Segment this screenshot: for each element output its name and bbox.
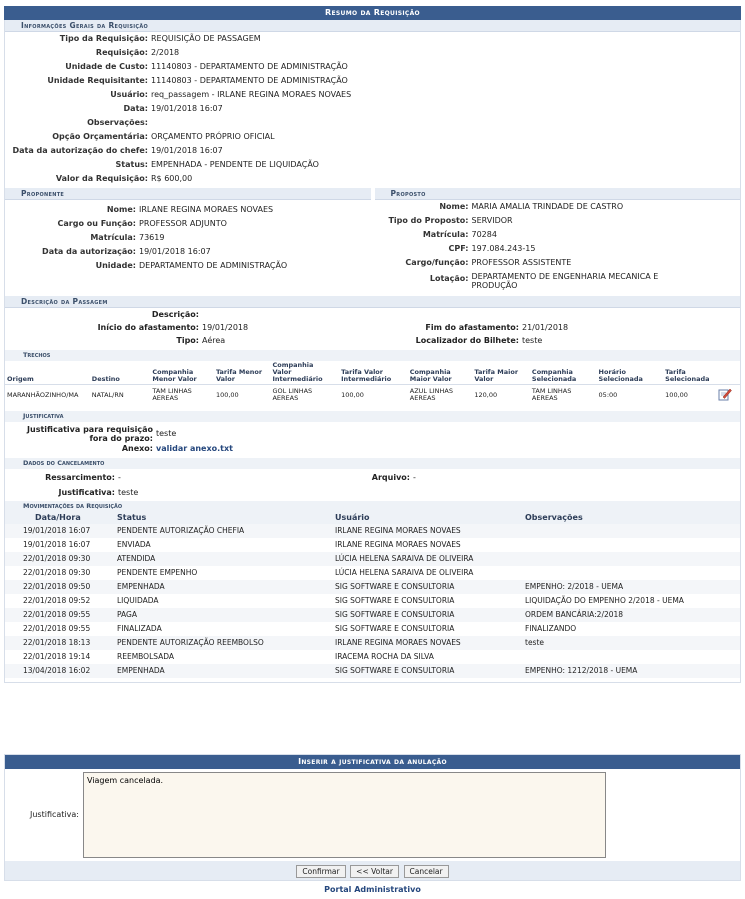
cancel-justificativa-value: teste	[118, 488, 139, 497]
descricao-label: Descrição:	[151, 310, 199, 319]
th-cia-maior-l1: Companhia	[409, 368, 451, 376]
mov-status: EMPENHADA	[113, 580, 331, 594]
mov-status: LIQUIDADA	[117, 596, 159, 605]
mov-status: PENDENTE AUTORIZAÇÃO CHEFIA	[113, 524, 331, 538]
th-tarifa-sel-l2: Selecionada	[665, 375, 710, 383]
info-fields-row	[5, 144, 740, 158]
th-tarifa-maior-l1: Tarifa Maior	[474, 368, 519, 376]
proposto-fields-value: SERVIDOR	[471, 216, 513, 225]
proposto-fields-value-line2: PRODUÇÃO	[471, 281, 518, 290]
proposto-fields-value: PROFESSOR ASSISTENTE	[471, 258, 572, 267]
info-fields-value: 2/2018	[151, 48, 180, 57]
mov-observacoes: teste	[521, 636, 740, 650]
proponente-fields-row	[5, 217, 371, 231]
cancel-button[interactable]: Cancelar	[404, 865, 449, 878]
th-tarifa-inter	[339, 361, 408, 385]
fim-afastamento-label: Fim do afastamento:	[425, 323, 519, 332]
tipo-label: Tipo:	[176, 336, 199, 345]
localizador-value: teste	[522, 336, 543, 345]
mov-observacoes: LIQUIDAÇÃO DO EMPENHO 2/2018 - UEMA	[525, 596, 684, 605]
mov-usuario: SIG SOFTWARE E CONSULTORIA	[331, 580, 521, 594]
info-fields-value: REQUISIÇÃO DE PASSAGEM	[151, 34, 261, 43]
justificativa-label-l2: fora do prazo:	[89, 434, 153, 443]
th-cia-inter-l1: Companhia	[272, 361, 314, 369]
mov-data-hora: 22/01/2018 09:30	[23, 568, 91, 577]
mov-observacoes: FINALIZANDO	[525, 624, 577, 633]
proponente-fields-value: DEPARTAMENTO DE ADMINISTRAÇÃO	[139, 261, 288, 270]
justificativa-form	[4, 754, 741, 881]
mov-observacoes	[521, 552, 740, 566]
info-fields-row	[5, 158, 740, 172]
th-horario	[597, 361, 664, 385]
mov-status: EMPENHADA	[113, 664, 331, 678]
mov-data-hora: 22/01/2018 09:55	[23, 624, 91, 633]
info-fields-row	[5, 74, 740, 88]
trecho-cia-menor-l1: TAM LINHAS	[152, 387, 192, 395]
info-fields-value: req_passagem - IRLANE REGINA MORAES NOVAES	[151, 90, 352, 99]
trecho-cia-menor	[150, 385, 214, 406]
th-usuario: Usuário	[331, 512, 521, 524]
info-fields-label: Data:	[123, 104, 148, 113]
th-horario-l1: Horário	[598, 368, 626, 376]
trecho-edit-cell	[716, 385, 740, 406]
mov-status: FINALIZADA	[117, 624, 162, 633]
proponente-fields-row	[5, 245, 371, 259]
mov-usuario: SIG SOFTWARE E CONSULTORIA	[331, 664, 521, 678]
form-row	[5, 769, 740, 858]
th-destino: Destino	[90, 361, 151, 385]
info-fields-value: ORÇAMENTO PRÓPRIO OFICIAL	[151, 132, 275, 141]
proposto-column	[375, 188, 741, 292]
mov-data-hora: 22/01/2018 18:13	[5, 636, 113, 650]
mov-usuario: IRLANE REGINA MORAES NOVAES	[331, 524, 521, 538]
proposto-fields-value-line1: DEPARTAMENTO DE ENGENHARIA MECANICA E	[471, 272, 659, 281]
trecho-destino: NATAL/RN	[91, 390, 124, 399]
th-status: Status	[113, 512, 331, 524]
mov-data-hora: 19/01/2018 16:07	[23, 540, 91, 549]
proposto-fields-label: Matrícula:	[422, 230, 469, 239]
mov-row	[5, 580, 740, 594]
mov-data-hora: 19/01/2018 16:07	[5, 524, 113, 538]
info-fields-row	[5, 130, 740, 144]
proposto-fields-row	[375, 228, 741, 242]
trecho-tarifa-menor: 100,00	[215, 390, 239, 399]
portal-link[interactable]: Portal Administrativo	[324, 885, 421, 894]
proposto-fields	[375, 200, 741, 292]
mov-row	[5, 538, 740, 552]
proponente-fields-row	[5, 231, 371, 245]
info-fields-label: Status:	[115, 160, 148, 169]
mov-usuario: SIG SOFTWARE E CONSULTORIA	[335, 596, 455, 605]
mov-usuario: LÚCIA HELENA SARAIVA DE OLIVEIRA	[331, 552, 521, 566]
arquivo-label: Arquivo:	[371, 473, 410, 482]
proposto-fields-value: 70284	[471, 230, 497, 239]
mov-usuario: IRACEMA ROCHA DA SILVA	[335, 652, 434, 661]
trecho-cia-inter	[270, 385, 339, 406]
mov-status: ATENDIDA	[113, 552, 331, 566]
mov-data-hora: 13/04/2018 16:02	[5, 664, 113, 678]
mov-usuario: SIG SOFTWARE E CONSULTORIA	[331, 608, 521, 622]
mov-observacoes	[521, 566, 740, 580]
info-fields-row	[5, 32, 740, 46]
anexo-link[interactable]: validar anexo.txt	[156, 444, 233, 453]
proponente-fields-label: Nome:	[106, 205, 136, 214]
section-general-info: Informações Gerais da Requisição	[5, 20, 740, 32]
th-cia-menor-l1: Companhia	[152, 368, 194, 376]
trecho-row	[5, 385, 740, 406]
inicio-afastamento-label: Início do afastamento:	[97, 323, 199, 332]
proponente-fields-label: Matrícula:	[90, 233, 136, 242]
th-data-hora: Data/Hora	[5, 512, 113, 524]
mov-usuario: IRLANE REGINA MORAES NOVAES	[331, 636, 521, 650]
form-buttons	[5, 861, 740, 880]
mov-observacoes: ORDEM BANCÁRIA:2/2018	[521, 608, 740, 622]
proposto-fields-value: MARIA AMALIA TRINDADE DE CASTRO	[471, 202, 624, 211]
proponente-fields-label: Cargo ou Função:	[57, 219, 136, 228]
trechos-header-row	[5, 361, 740, 385]
info-fields-label: Opção Orçamentária:	[52, 132, 148, 141]
people-columns	[5, 188, 740, 292]
form-title: Inserir a justificativa da anulação	[5, 755, 740, 769]
form-justificativa-label: Justificativa:	[30, 810, 79, 819]
proposto-fields-label: Cargo/função:	[405, 258, 469, 267]
proponente-column	[5, 188, 371, 292]
mov-status: PENDENTE EMPENHO	[117, 568, 198, 577]
th-origem: Origem	[5, 361, 90, 385]
mov-usuario: SIG SOFTWARE E CONSULTORIA	[335, 624, 455, 633]
info-fields-value: 11140803 - DEPARTAMENTO DE ADMINISTRAÇÃO	[151, 76, 348, 85]
th-tarifa-menor-l1: Tarifa Menor	[215, 368, 263, 376]
justificativa-label	[5, 425, 153, 443]
info-fields-label: Tipo da Requisição:	[59, 34, 148, 43]
mov-header-row	[5, 512, 740, 524]
proposto-fields-label: Tipo do Proposto:	[388, 216, 469, 225]
summary-title: Resumo da Requisição	[4, 6, 741, 20]
proponente-fields-label: Unidade:	[95, 261, 136, 270]
th-tarifa-inter-l1: Tarifa Valor	[341, 368, 383, 376]
proposto-fields-label: Nome:	[439, 202, 469, 211]
trecho-cia-sel-l1: TAM LINHAS	[531, 387, 572, 395]
proposto-fields-row	[375, 242, 741, 256]
edit-icon[interactable]	[718, 387, 732, 401]
th-tarifa-maior	[472, 361, 530, 385]
mov-data-hora: 22/01/2018 09:55	[5, 608, 113, 622]
proposto-fields-row	[375, 270, 741, 292]
info-fields-value: 11140803 - DEPARTAMENTO DE ADMINISTRAÇÃO	[151, 62, 348, 71]
proponente-fields-value: 73619	[139, 233, 165, 242]
trecho-cia-maior	[408, 385, 473, 406]
localizador-label: Localizador do Bilhete:	[415, 336, 519, 345]
summary-panel	[4, 6, 741, 683]
movimentacoes-table	[5, 512, 740, 678]
ressarcimento-value: -	[118, 473, 121, 482]
proponente-fields-value: 19/01/2018 16:07	[139, 247, 211, 256]
section-movimentacoes: Movimentações da Requisição	[5, 501, 740, 512]
info-fields-value: R$ 600,00	[151, 174, 193, 183]
mov-row	[5, 594, 740, 608]
mov-row	[5, 552, 740, 566]
info-fields-label: Observações:	[87, 118, 148, 127]
th-cia-sel-l2: Selecionada	[531, 375, 577, 383]
th-observacoes: Observações	[521, 512, 740, 524]
info-fields-label: Data da autorização do chefe:	[12, 146, 148, 155]
proposto-fields-value	[472, 270, 659, 292]
th-tarifa-sel	[663, 361, 716, 385]
trecho-cia-inter-l2: AEREAS	[272, 394, 299, 402]
th-tarifa-maior-l2: Valor	[474, 375, 494, 383]
summary-body	[4, 20, 741, 683]
mov-observacoes	[521, 538, 740, 552]
mov-row	[5, 636, 740, 650]
mov-status: PENDENTE AUTORIZAÇÃO REEMBOLSO	[113, 636, 331, 650]
mov-observacoes	[521, 524, 740, 538]
proposto-fields-label: Lotação:	[429, 274, 469, 283]
proponente-fields	[5, 200, 371, 273]
info-fields-label: Usuário:	[110, 90, 148, 99]
mov-observacoes: EMPENHO: 2/2018 - UEMA	[521, 580, 740, 594]
mov-observacoes: EMPENHO: 1212/2018 - UEMA	[521, 664, 740, 678]
th-tarifa-menor-l2: Valor	[215, 375, 235, 383]
info-fields-label: Valor da Requisição:	[55, 174, 148, 183]
mov-body	[5, 524, 740, 678]
th-cia-inter-l3: Intermediário	[272, 375, 323, 383]
proponente-fields-value: PROFESSOR ADJUNTO	[139, 219, 227, 228]
th-cia-inter-l2: Valor	[272, 368, 292, 376]
proposto-fields-row	[375, 214, 741, 228]
info-fields-value: 19/01/2018 16:07	[151, 146, 223, 155]
mov-row	[5, 608, 740, 622]
inicio-afastamento-value: 19/01/2018	[202, 323, 249, 332]
mov-observacoes	[521, 650, 740, 664]
proposto-fields-row	[375, 200, 741, 214]
mov-status: PAGA	[113, 608, 331, 622]
info-fields-value: EMPENHADA - PENDENTE DE LIQUIDAÇÃO	[151, 160, 319, 169]
proponente-fields-value: IRLANE REGINA MORAES NOVAES	[139, 205, 274, 214]
proponente-fields-row	[5, 203, 371, 217]
proposto-fields-value: 197.084.243-15	[471, 244, 536, 253]
mov-usuario: IRLANE REGINA MORAES NOVAES	[335, 540, 461, 549]
proponente-fields-label: Data da autorização:	[42, 247, 136, 256]
trecho-cia-maior-l1: AZUL LINHAS	[409, 387, 453, 395]
info-fields-row	[5, 172, 740, 186]
justificativa-textarea[interactable]	[83, 772, 606, 858]
th-cia-sel-l1: Companhia	[531, 368, 573, 376]
proponente-fields-row	[5, 259, 371, 273]
trecho-cia-inter-l1: GOL LINHAS	[272, 387, 313, 395]
th-cia-maior-l2: Maior Valor	[409, 375, 452, 383]
trecho-cia-menor-l2: AEREAS	[152, 394, 179, 402]
info-fields-value: 19/01/2018 16:07	[151, 104, 223, 113]
info-fields-label: Requisição:	[95, 48, 148, 57]
info-fields-row	[5, 60, 740, 74]
th-cia-sel	[530, 361, 597, 385]
confirm-button[interactable]: Confirmar	[296, 865, 345, 878]
th-action	[716, 361, 740, 385]
mov-row	[5, 664, 740, 678]
info-fields-row	[5, 116, 740, 130]
mov-row	[5, 622, 740, 636]
info-fields-row	[5, 88, 740, 102]
section-trechos: Trechos	[5, 350, 740, 361]
mov-row	[5, 650, 740, 664]
section-justificativa: Justificativa	[5, 411, 740, 422]
mov-data-hora: 22/01/2018 09:52	[23, 596, 91, 605]
trecho-tarifa-sel: 100,00	[665, 390, 688, 399]
section-proposto: Proposto	[375, 188, 741, 200]
section-proponente: Proponente	[5, 188, 371, 200]
trecho-cia-sel-l2: AEREAS	[531, 394, 558, 402]
info-fields-row	[5, 102, 740, 116]
mov-row	[5, 524, 740, 538]
descricao-block	[5, 308, 740, 348]
th-tarifa-inter-l2: Intermediário	[341, 375, 392, 383]
tipo-value: Aérea	[202, 336, 226, 345]
th-tarifa-sel-l1: Tarifa	[665, 368, 686, 376]
anexo-label: Anexo:	[121, 444, 153, 453]
mov-status: REEMBOLSADA	[117, 652, 175, 661]
fim-afastamento-value: 21/01/2018	[522, 323, 569, 332]
trechos-table	[5, 361, 740, 405]
ressarcimento-label: Ressarcimento:	[45, 473, 115, 482]
mov-status: ENVIADA	[117, 540, 151, 549]
trecho-origem: MARANHÃOZINHO/MA	[7, 390, 79, 399]
th-cia-inter	[270, 361, 339, 385]
trecho-cia-sel	[530, 385, 597, 406]
mov-data-hora: 22/01/2018 09:50	[5, 580, 113, 594]
th-tarifa-menor	[214, 361, 271, 385]
cancel-justificativa-label: Justificativa:	[58, 488, 115, 497]
info-fields-row	[5, 46, 740, 60]
justificativa-block	[5, 422, 740, 456]
justificativa-label-l1: Justificativa para requisição	[27, 425, 153, 434]
mov-usuario: LÚCIA HELENA SARAIVA DE OLIVEIRA	[335, 568, 474, 577]
proposto-fields-row	[375, 256, 741, 270]
th-cia-menor-l2: Menor Valor	[152, 375, 197, 383]
trecho-cia-maior-l2: AEREAS	[409, 394, 436, 402]
th-cia-maior	[408, 361, 473, 385]
trecho-tarifa-maior: 120,00	[474, 390, 498, 399]
mov-data-hora: 22/01/2018 19:14	[23, 652, 91, 661]
th-cia-menor	[150, 361, 214, 385]
info-fields-label: Unidade Requisitante:	[47, 76, 148, 85]
section-cancelamento: Dados do Cancelamento	[5, 458, 740, 469]
trecho-tarifa-inter: 100,00	[341, 390, 364, 399]
section-descricao: Descrição da Passagem	[5, 296, 740, 308]
back-button[interactable]: << Voltar	[350, 865, 399, 878]
mov-row	[5, 566, 740, 580]
info-fields-label: Unidade de Custo:	[65, 62, 148, 71]
proposto-fields-label: CPF:	[448, 244, 469, 253]
mov-data-hora: 22/01/2018 09:30	[5, 552, 113, 566]
trecho-horario: 05:00	[598, 390, 618, 399]
cancelamento-block	[5, 469, 740, 501]
arquivo-value: -	[413, 473, 416, 482]
general-info-fields	[5, 32, 740, 186]
justificativa-value: teste	[156, 429, 177, 438]
th-horario-l2: Selecionada	[598, 375, 643, 383]
